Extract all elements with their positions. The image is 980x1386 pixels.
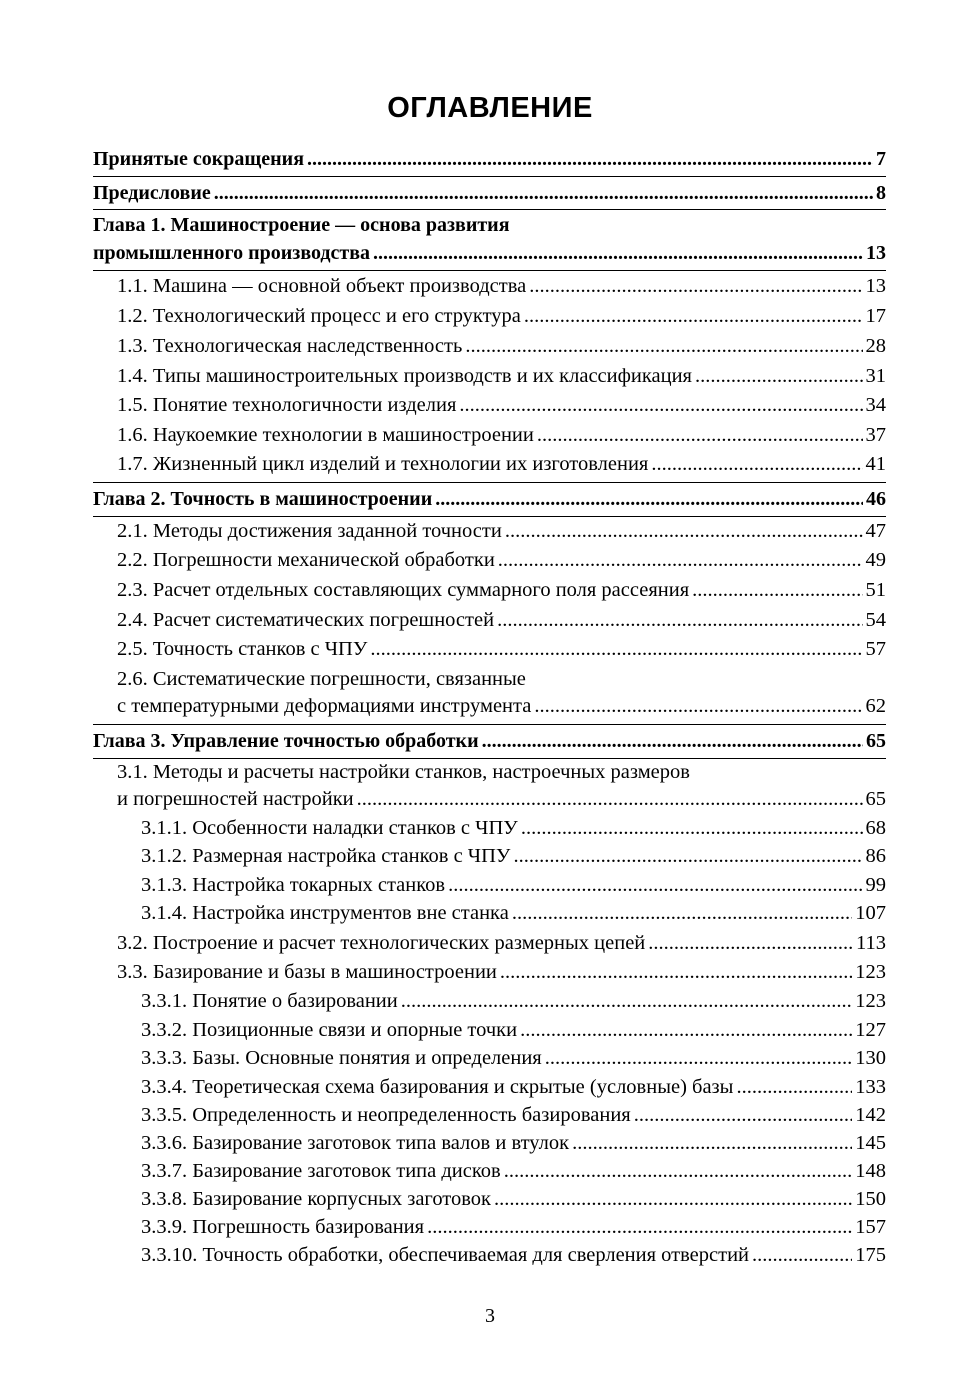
toc-entry-page: 175 xyxy=(855,1244,886,1266)
toc-entry-title: 3.3.1. Понятие о базировании xyxy=(141,990,398,1012)
toc-entry-title: 3.3.10. Точность обработки, обеспечиваемая для сверления отверстий xyxy=(141,1244,750,1266)
toc-entry-page: 28 xyxy=(865,335,886,357)
toc-entry[interactable] xyxy=(117,365,886,388)
toc-entry[interactable] xyxy=(141,1047,886,1070)
toc-entry-title: с температурными деформациями инструмента xyxy=(117,695,532,717)
toc-entry-page: 49 xyxy=(865,549,886,571)
toc-entry-title-line1: 2.6. Систематические погрешности, связанные xyxy=(117,668,526,690)
toc-entry-page: 17 xyxy=(865,305,886,327)
toc-entry[interactable] xyxy=(141,845,886,868)
toc-entry-title: 3.3.4. Теоретическая схема базирования и скрытые (условные) базы xyxy=(141,1076,734,1098)
toc-entry-title: 3.3.8. Базирование корпусных заготовок xyxy=(141,1188,491,1210)
toc-entry[interactable] xyxy=(141,1076,886,1099)
toc-entry-page: 57 xyxy=(865,638,886,660)
toc-entry[interactable] xyxy=(141,990,886,1013)
toc-entry-title: Предисловие xyxy=(93,182,211,204)
toc-entry[interactable] xyxy=(117,932,886,955)
toc-entry-page: 65 xyxy=(866,730,886,752)
toc-entry-title: 3.3.3. Базы. Основные понятия и определения xyxy=(141,1047,542,1069)
toc-entry-page: 148 xyxy=(855,1160,886,1182)
toc-entry-page: 113 xyxy=(856,932,886,954)
toc-entry-title: 3.1.2. Размерная настройка станков с ЧПУ xyxy=(141,845,511,867)
toc-entry-page: 130 xyxy=(855,1047,886,1069)
toc-entry-title: 2.3. Расчет отдельных составляющих суммарного поля рассеяния xyxy=(117,579,690,601)
toc-entry[interactable] xyxy=(141,902,886,925)
toc-entry-page: 51 xyxy=(865,579,886,601)
toc-entry-page: 47 xyxy=(865,520,886,542)
toc-entry-page: 62 xyxy=(865,695,886,717)
toc-entry-title: 3.3.5. Определенность и неопределенность базирования xyxy=(141,1104,631,1126)
toc-entry[interactable] xyxy=(117,453,886,476)
toc-entry-page: 150 xyxy=(855,1188,886,1210)
divider xyxy=(93,270,886,271)
toc-entry[interactable] xyxy=(117,424,886,447)
toc-entry-title: 3.3.9. Погрешность базирования xyxy=(141,1216,425,1238)
toc-entry[interactable] xyxy=(141,1188,886,1211)
divider xyxy=(93,758,886,759)
toc-entry[interactable] xyxy=(117,961,886,984)
toc-entry-page: 54 xyxy=(865,609,886,631)
toc-entry[interactable] xyxy=(93,148,886,171)
toc-entry[interactable] xyxy=(117,394,886,417)
toc-entry-title: Глава 2. Точность в машиностроении xyxy=(93,488,433,510)
toc-entry-page: 13 xyxy=(866,242,886,264)
toc-entry-page: 123 xyxy=(855,961,886,983)
toc-entry-title: 1.7. Жизненный цикл изделий и технологии их изготовления xyxy=(117,453,649,475)
toc-entry-title: 2.2. Погрешности механической обработки xyxy=(117,549,495,571)
toc-entry-title: 3.1.1. Особенности наладки станков с ЧПУ xyxy=(141,817,518,839)
toc-entry[interactable] xyxy=(141,1160,886,1183)
toc-entry-page: 145 xyxy=(855,1132,886,1154)
toc-entry-page: 7 xyxy=(876,148,886,170)
toc-entry-title: 1.2. Технологический процесс и его структура xyxy=(117,305,521,327)
toc-entry[interactable] xyxy=(117,549,886,572)
toc-entry-title: и погрешностей настройки xyxy=(117,788,354,810)
divider xyxy=(93,482,886,483)
toc-entry-page: 13 xyxy=(865,275,886,297)
toc-entry-title: промышленного производства xyxy=(93,242,371,264)
divider xyxy=(93,516,886,517)
toc-entry[interactable] xyxy=(117,579,886,602)
toc-entry-title: 1.5. Понятие технологичности изделия xyxy=(117,394,457,416)
toc-entry-title: Принятые сокращения xyxy=(93,148,305,170)
toc-entry[interactable] xyxy=(117,305,886,328)
toc-entry-title: 3.1.4. Настройка инструментов вне станка xyxy=(141,902,509,924)
toc-entry-page: 34 xyxy=(865,394,886,416)
toc-entry-title: 2.5. Точность станков с ЧПУ xyxy=(117,638,368,660)
toc-entry[interactable] xyxy=(117,609,886,632)
toc-entry[interactable] xyxy=(93,182,886,205)
toc-entry-page: 127 xyxy=(855,1019,886,1041)
page-number: 3 xyxy=(485,1305,495,1327)
toc-entry[interactable] xyxy=(93,488,886,511)
toc-entry[interactable] xyxy=(141,1019,886,1042)
toc-entry-page: 68 xyxy=(865,817,886,839)
toc-entry[interactable] xyxy=(93,242,886,265)
toc-entry[interactable] xyxy=(93,730,886,753)
toc-entry[interactable] xyxy=(141,1132,886,1155)
toc-entry[interactable] xyxy=(117,275,886,298)
toc-entry-page: 99 xyxy=(865,874,886,896)
toc-entry-page: 133 xyxy=(855,1076,886,1098)
toc-entry[interactable] xyxy=(141,874,886,897)
toc-entry-title: 3.3. Базирование и базы в машиностроении xyxy=(117,961,497,983)
toc-entry[interactable] xyxy=(141,1244,886,1267)
toc-entry[interactable] xyxy=(117,520,886,543)
toc-entry-page: 46 xyxy=(866,488,886,510)
toc-entry-title: 1.1. Машина — основной объект производства xyxy=(117,275,527,297)
toc-entry-title: 3.3.6. Базирование заготовок типа валов и втулок xyxy=(141,1132,570,1154)
toc-entry-page: 41 xyxy=(865,453,886,475)
toc-entry-title: 3.3.2. Позиционные связи и опорные точки xyxy=(141,1019,518,1041)
toc-entry-title: 3.1.3. Настройка токарных станков xyxy=(141,874,446,896)
divider xyxy=(93,724,886,725)
toc-entry-title: 3.2. Построение и расчет технологических размерных цепей xyxy=(117,932,646,954)
toc-entry[interactable] xyxy=(141,1104,886,1127)
toc-entry[interactable] xyxy=(117,335,886,358)
divider xyxy=(93,209,886,210)
toc-entry-title: 1.6. Наукоемкие технологии в машиностроении xyxy=(117,424,534,446)
toc-entry-page: 37 xyxy=(865,424,886,446)
toc-entry-title: 1.4. Типы машиностроительных производств и их классификация xyxy=(117,365,692,387)
toc-entry-page: 65 xyxy=(865,788,886,810)
toc-entry-page: 142 xyxy=(855,1104,886,1126)
toc-entry-title: 2.1. Методы достижения заданной точности xyxy=(117,520,502,542)
toc-entry-page: 86 xyxy=(865,845,886,867)
toc-entry[interactable] xyxy=(117,788,886,811)
page-title: ОГЛАВЛЕНИЕ xyxy=(387,92,593,124)
toc-entry-page: 157 xyxy=(855,1216,886,1238)
toc-entry-page: 8 xyxy=(876,182,886,204)
toc-entry-title-line1: Глава 1. Машиностроение — основа развития xyxy=(93,214,510,236)
toc-entry-page: 31 xyxy=(865,365,886,387)
toc-entry-page: 123 xyxy=(855,990,886,1012)
toc-entry-title-line1: 3.1. Методы и расчеты настройки станков, настроечных размеров xyxy=(117,761,690,783)
toc-entry-title: 1.3. Технологическая наследственность xyxy=(117,335,463,357)
toc-entry[interactable] xyxy=(141,1216,886,1239)
toc-entry-title: 2.4. Расчет систематических погрешностей xyxy=(117,609,495,631)
divider xyxy=(93,176,886,177)
toc-entry[interactable] xyxy=(117,695,886,718)
toc-entry[interactable] xyxy=(141,817,886,840)
toc-entry-title: Глава 3. Управление точностью обработки xyxy=(93,730,479,752)
toc-entry-title: 3.3.7. Базирование заготовок типа дисков xyxy=(141,1160,501,1182)
toc-entry[interactable] xyxy=(117,638,886,661)
toc-entry-page: 107 xyxy=(855,902,886,924)
